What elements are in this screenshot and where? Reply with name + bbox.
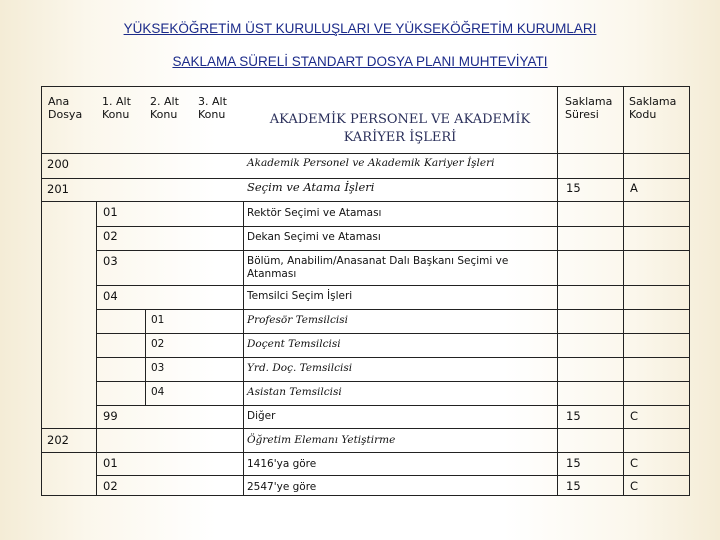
row-202-01-code: 01 (103, 456, 118, 470)
row-200-desc: Akademik Personel ve Akademik Kariyer İşleri (247, 157, 495, 169)
row-divider (96, 381, 690, 382)
header-ana-dosya: Ana Dosya (48, 95, 83, 121)
row-divider (96, 250, 690, 251)
col-divider (623, 86, 624, 496)
row-divider (41, 428, 690, 429)
row-202-desc: Öğretim Elemanı Yetiştirme (247, 434, 396, 446)
row-201-sure: 15 (566, 181, 581, 195)
header-alt-konu-2: 2. Alt Konu (150, 95, 179, 121)
subrow-01-code: 01 (151, 314, 165, 326)
subrow-01-desc: Profesör Temsilcisi (247, 314, 349, 326)
row-03-desc: Bölüm, Anabilim/Anasanat Dalı Başkanı Seçimi ve Atanması (247, 255, 509, 280)
subrow-03-code: 03 (151, 362, 165, 374)
row-01-code: 01 (103, 205, 118, 219)
row-divider (41, 452, 690, 453)
row-202-02-code: 02 (103, 479, 118, 493)
header-saklama-suresi: Saklama Süresi (565, 95, 613, 121)
row-202-01-kod: C (630, 456, 639, 470)
col-divider (557, 86, 558, 496)
row-201-kod: A (630, 181, 638, 195)
row-201-code: 201 (47, 182, 69, 196)
row-divider (96, 405, 690, 406)
row-202-02-sure: 15 (566, 479, 581, 493)
subrow-03-desc: Yrd. Doç. Temsilcisi (247, 362, 353, 374)
row-201-desc: Seçim ve Atama İşleri (247, 180, 375, 194)
row-divider (41, 153, 690, 154)
row-99-sure: 15 (566, 409, 581, 423)
row-02-desc: Dekan Seçimi ve Ataması (247, 231, 381, 243)
row-99-code: 99 (103, 409, 118, 423)
header-alt-konu-3: 3. Alt Konu (198, 95, 227, 121)
subrow-04-code: 04 (151, 386, 165, 398)
header-topic: AKADEMİK PERSONEL VE AKADEMİK KARİYER İŞLERİ (269, 112, 531, 145)
row-01-desc: Rektör Seçimi ve Ataması (247, 207, 382, 219)
row-202-01-desc: 1416'ya göre (247, 458, 317, 470)
subrow-04-desc: Asistan Temsilcisi (247, 386, 342, 398)
row-divider (96, 333, 690, 334)
row-03-code: 03 (103, 254, 118, 268)
row-99-kod: C (630, 409, 639, 423)
subrow-02-desc: Doçent Temsilcisi (247, 338, 341, 350)
row-divider (96, 226, 690, 227)
row-99-desc: Diğer (247, 410, 276, 422)
row-divider (41, 178, 690, 179)
row-04-code: 04 (103, 289, 118, 303)
row-02-code: 02 (103, 229, 118, 243)
row-divider (96, 357, 690, 358)
page-title-line-2: SAKLAMA SÜRELİ STANDART DOSYA PLANI MUHTEVİYATI (172, 54, 548, 69)
row-202-code: 202 (47, 433, 69, 447)
row-divider (96, 285, 690, 286)
row-04-desc: Temsilci Seçim İşleri (247, 290, 353, 302)
row-202-02-desc: 2547'ye göre (247, 481, 317, 493)
header-alt-konu-1: 1. Alt Konu (102, 95, 131, 121)
row-202-01-sure: 15 (566, 456, 581, 470)
page-title-line-1: YÜKSEKÖĞRETİM ÜST KURULUŞLARI VE YÜKSEKÖĞRETİM KURUMLARI (123, 21, 597, 36)
row-divider (96, 309, 690, 310)
row-divider (41, 201, 690, 202)
row-202-02-kod: C (630, 479, 639, 493)
row-divider (96, 475, 690, 476)
header-saklama-kodu: Saklama Kodu (629, 95, 677, 121)
subrow-02-code: 02 (151, 338, 165, 350)
row-200-code: 200 (47, 157, 69, 171)
